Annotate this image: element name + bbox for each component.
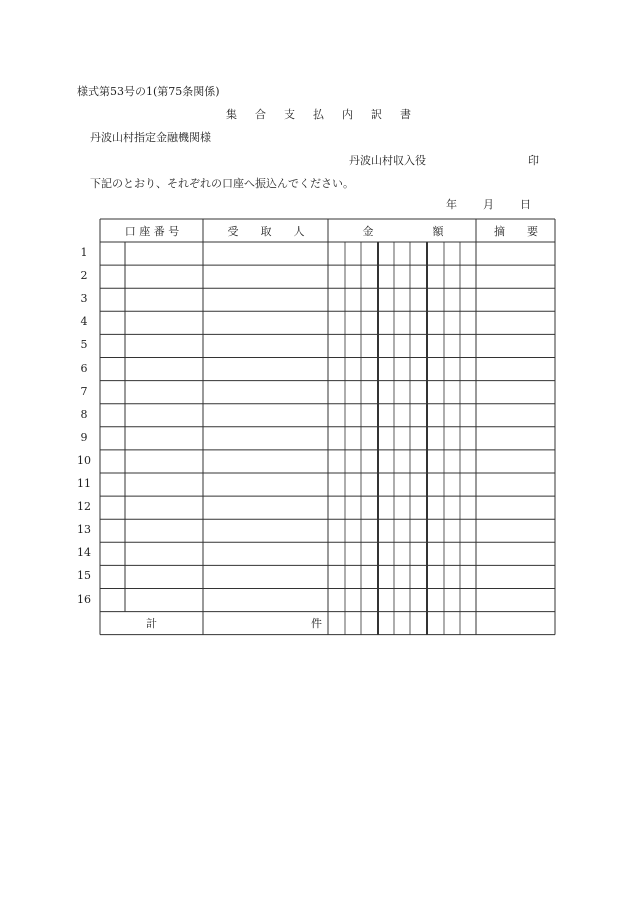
row-number: 8 xyxy=(80,407,88,421)
row-number: 3 xyxy=(80,292,88,306)
footer-total-label: 計 xyxy=(146,617,157,630)
instruction-text: 下記のとおり、それぞれの口座へ振込んでください。 xyxy=(90,177,354,190)
row-number: 14 xyxy=(77,546,91,560)
seal-mark: 印 xyxy=(528,154,539,167)
header-recipient: 受 取 人 xyxy=(227,225,305,238)
sender-title: 丹波山村収入役 xyxy=(349,154,426,167)
row-number: 1 xyxy=(80,246,88,259)
form-number: 様式第53号の1(第75条関係) xyxy=(77,85,220,98)
row-number: 12 xyxy=(77,500,91,514)
title-char: 内 xyxy=(342,108,353,121)
title-char: 集 xyxy=(226,108,237,121)
title-char: 訳 xyxy=(371,108,382,121)
row-number: 11 xyxy=(77,477,91,490)
header-account-number: 口 座 番 号 xyxy=(124,225,180,238)
header-remarks: 摘 要 xyxy=(494,225,538,238)
row-number: 4 xyxy=(80,315,88,329)
date-day-label: 日 xyxy=(520,198,531,211)
row-number: 13 xyxy=(77,523,91,537)
row-number: 7 xyxy=(80,384,88,398)
title-char: 書 xyxy=(400,108,411,121)
date-month-label: 月 xyxy=(483,198,494,211)
date-year-label: 年 xyxy=(446,198,457,211)
row-number: 2 xyxy=(80,269,88,283)
title-char: 支 xyxy=(284,108,295,121)
addressee: 丹波山村指定金融機関様 xyxy=(90,131,211,144)
row-number: 10 xyxy=(77,453,91,467)
row-number: 6 xyxy=(80,361,88,375)
row-number: 15 xyxy=(77,569,91,583)
row-number: 9 xyxy=(80,430,88,444)
header-amount-right: 額 xyxy=(432,225,444,238)
row-number: 16 xyxy=(77,592,91,606)
footer-count-unit: 件 xyxy=(311,617,322,630)
title-char: 払 xyxy=(313,108,324,121)
title-char: 合 xyxy=(255,108,266,121)
row-number: 5 xyxy=(80,338,88,352)
header-amount-left: 金 xyxy=(362,225,374,238)
